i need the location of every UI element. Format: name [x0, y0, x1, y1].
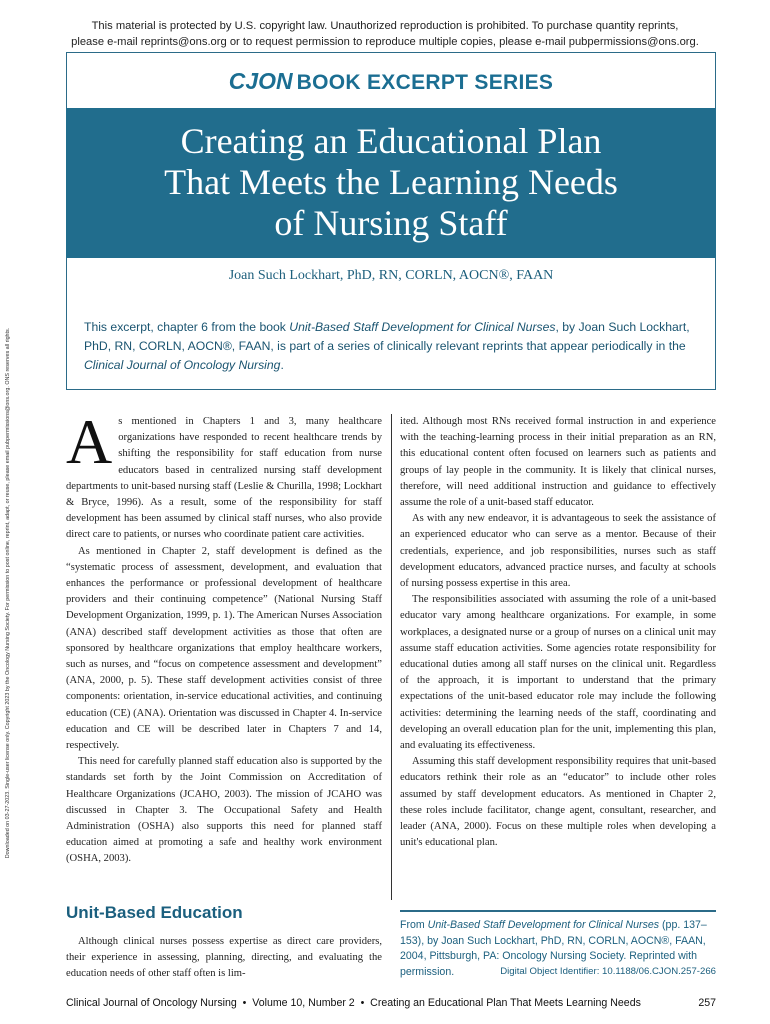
- copyright-line-1: This material is protected by U.S. copyright law. Unauthorized reproduction is prohibited. To purchase quantity reprints,: [91, 20, 679, 32]
- source-from: From: [400, 919, 428, 931]
- paragraph-right-4: Assuming this staff development responsibility requires that unit-based educators rethink their role as an “educator” to include other roles assumed by staff development educators. As mentioned in Chapter 2, these roles include facilitator, change agent, consultant, researcher, and leader (ANA, 2000). Focus on these multiple roles when developing a unit's educational plan.: [400, 756, 716, 849]
- page-number: 257: [698, 997, 716, 1009]
- section-paragraph: Although clinical nurses possess expertise as direct care providers, their experience in assessing, planning, directing, and evaluating the education needs of other staff often is lim-: [66, 936, 382, 980]
- sidebar-download-notice: Downloaded on 03-27-2023. Single-user license only. Copyright 2023 by the Oncology Nursing Society. For permission to post online, reprint, adapt, or reuse, please email pubpermissions@ons.org. ONS reserves all rights.: [5, 327, 11, 859]
- intro-after: .: [280, 358, 284, 372]
- source-rest: (pp. 137–153), by Joan Such Lockhart, PhD, RN, CORLN, AOCN®, FAAN, 2004, Pittsburgh, PA: Oncology Nursing Society. Reprinted with permission.: [400, 919, 707, 978]
- copyright-notice: [60, 18, 710, 50]
- paragraph-1: [66, 406, 382, 544]
- article-title: [66, 108, 716, 258]
- intro-middle: , by Joan Such Lockhart, PhD, RN, CORLN, AOCN®, FAAN, is part of a series of clinically relevant reprints that appear periodically in the: [84, 320, 690, 353]
- source-book-title: Unit-Based Staff Development for Clinical Nurses: [427, 919, 660, 931]
- doi-text: Digital Object Identifier: 10.1188/06.CJON.257-266: [500, 966, 716, 977]
- title-line-3: of Nursing Staff: [274, 203, 508, 243]
- intro-before: This excerpt, chapter 6 from the book: [84, 320, 290, 334]
- paragraph-right-3: The responsibilities associated with assuming the role of a unit-based educator vary among healthcare organizations. For example, in some workplaces, a designated nurse or a group of nurses on a clinical unit may assume staff education activities. Some agencies rotate responsibility for educational duties among all staff nurses on the clinical unit. Regardless of the approach, it is important to understand that the primary expectations of the unit-based educator role may include the following activities: determining the learning needs of the staff, coordinating and developing an overall education plan for the unit, implementing this plan, and evaluating its effectiveness.: [400, 594, 716, 752]
- paragraph-3: This need for carefully planned staff education also is supported by the standards set forth by the Joint Commission on Accreditation of Healthcare Organizations (JCAHO, 2003). The mission of JCAHO was discussed in Chapter 3. The Occupational Safety and Health Administration (OSHA) also supports this need for planned staff education aimed at promoting a safe and healthy work environment (OSHA, 2003).: [66, 756, 382, 865]
- copyright-line-2: please e-mail reprints@ons.org or to request permission to reproduce multiple copies, please e-mail pubpermissions@ons.org.: [71, 36, 699, 48]
- author-byline: Joan Such Lockhart, PhD, RN, CORLN, AOCN®, FAAN: [228, 268, 554, 283]
- section-heading: Unit-Based Education: [66, 903, 243, 922]
- column-divider: [391, 414, 392, 900]
- right-column: [400, 414, 716, 851]
- intro-journal-title: Clinical Journal of Oncology Nursing: [84, 358, 281, 372]
- paragraph-right-2: As with any new endeavor, it is advantageous to seek the assistance of an experienced educator who can serve as a mentor. Because of their credentials, experience, and job responsibilities, nurses such as staff development educators, advanced practice nurses, and faculty at schools of nursing possess expertise in this area.: [400, 513, 716, 590]
- series-label: BOOK EXCERPT SERIES: [296, 71, 554, 94]
- series-header: [66, 52, 716, 108]
- series-brand: CJON: [228, 68, 293, 94]
- title-line-2: That Meets the Learning Needs: [164, 162, 618, 202]
- paragraph-1-text: s mentioned in Chapters 1 and 3, many healthcare organizations have responded to recent healthcare trends by shifting the responsibility for staff education from nurse educators based in centralized nursing staff development departments to unit-based nursing staff (Leslie & Churilla, 1998; Lockhart & Bryce, 1996). As a result, some of the responsibility for staff development has been assumed by clinical staff nurses, who also provide direct care to patients, or nurses who coordinate patient care activities.: [66, 416, 382, 541]
- footer-text: Clinical Journal of Oncology Nursing • Volume 10, Number 2 • Creating an Educational Plan That Meets Learning Needs: [66, 997, 641, 1009]
- section-paragraph-column: [66, 934, 382, 983]
- intro-text: [84, 318, 704, 375]
- title-line-1: Creating an Educational Plan: [180, 121, 602, 161]
- drop-cap: A: [66, 406, 113, 477]
- left-column: [66, 406, 382, 868]
- intro-book-title: Unit-Based Staff Development for Clinical Nurses: [289, 320, 556, 334]
- paragraph-right-1: ited. Although most RNs received formal instruction in and experience with the teaching-learning process in their initial preparation as an RN, this educational content often focused on learners such as patients and groups of lay people in the community. It is likely that clinical nurses, therefore, will need additional instruction and guidance to effectively assume the role of a unit-based staff educator.: [400, 416, 716, 509]
- paragraph-2: As mentioned in Chapter 2, staff development is defined as the “systematic process of assessment, development, and evaluation that enhances the performance or professional development of healthcare providers and their continuing competence” (National Nursing Staff Development Organization, 1999, p. 1). The American Nurses Association (ANA) described staff development activities as those that often are sponsored by healthcare organizations that employ healthcare workers, such as nurses, and “focus on competence assessment and development” (ANA, 2000, p. 5). These staff development activities consist of three components: orientation, in-service educational activities, and continuing education (CE) (ANA). Orientation was discussed in Chapter 4. In-service education and CE will be described later in Chapters 7 and 14, respectively.: [66, 545, 382, 752]
- page-footer: [66, 997, 716, 1009]
